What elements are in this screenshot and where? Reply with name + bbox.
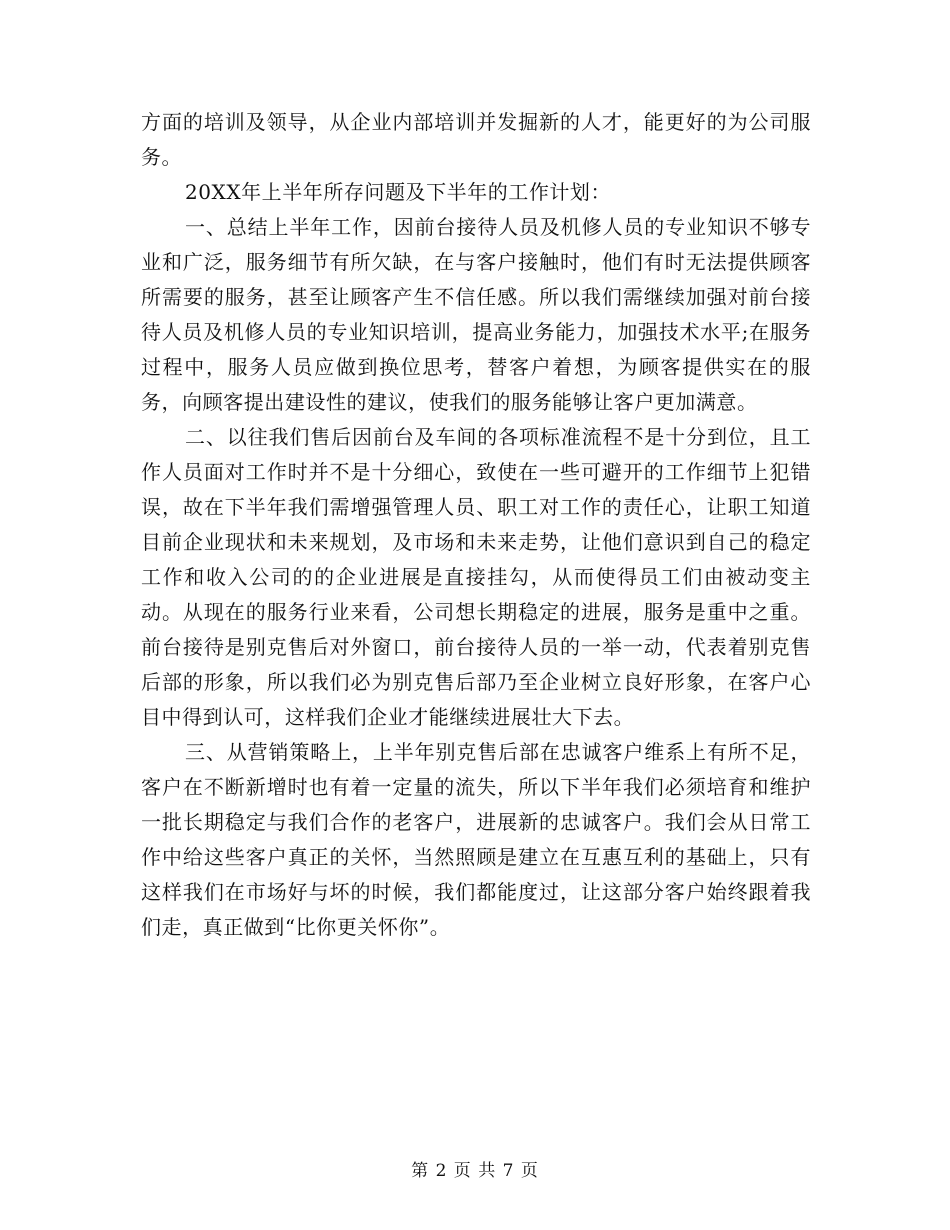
paragraph-continuation: 方面的培训及领导，从企业内部培训并发掘新的人才，能更好的为公司服务。 [141,110,811,169]
paragraph-heading-issues-plan: 20XX年上半年所存问题及下半年的工作计划： [185,180,612,204]
document-body [141,105,811,945]
page-number-footer: 第 2 页 共 7 页 [411,1161,539,1181]
paragraph-item-three: 三、从营销策略上，上半年别克售后部在忠诚客户维系上有所不足，客户在不断新增时也有着一定量的流失，所以下半年我们必须培育和维护一批长期稳定与我们合作的老客户，进展新的忠诚客户。我们会从日常工作中给这些客户真正的关怀，当然照顾是建立在互惠互利的基础上，只有这样我们在市场好与坏的时候，我们都能度过，让这部分客户始终跟着我们走，真正做到“比你更关怀你”。 [141,740,811,939]
paragraph-item-one: 一、总结上半年工作，因前台接待人员及机修人员的专业知识不够专业和广泛，服务细节有所欠缺，在与客户接触时，他们有时无法提供顾客所需要的服务，甚至让顾客产生不信任感。所以我们需继续加强对前台接待人员及机修人员的专业知识培训，提高业务能力，加强技术水平;在服务过程中，服务人员应做到换位思考，替客户着想，为顾客提供实在的服务，向顾客提出建设性的建议，使我们的服务能够让客户更加满意。 [141,215,811,414]
paragraph-item-two: 二、以往我们售后因前台及车间的各项标准流程不是十分到位，且工作人员面对工作时并不是十分细心，致使在一些可避开的工作细节上犯错误，故在下半年我们需增强管理人员、职工对工作的责任心，让职工知道目前企业现状和未来规划，及市场和未来走势，让他们意识到自己的稳定工作和收入公司的的企业进展是直接挂勾，从而使得员工们由被动变主动。从现在的服务行业来看，公司想长期稳定的进展，服务是重中之重。前台接待是别克售后对外窗口，前台接待人员的一举一动，代表着别克售后部的形象，所以我们必为别克售后部乃至企业树立良好形象，在客户心目中得到认可，这样我们企业才能继续进展壮大下去。 [141,425,811,729]
